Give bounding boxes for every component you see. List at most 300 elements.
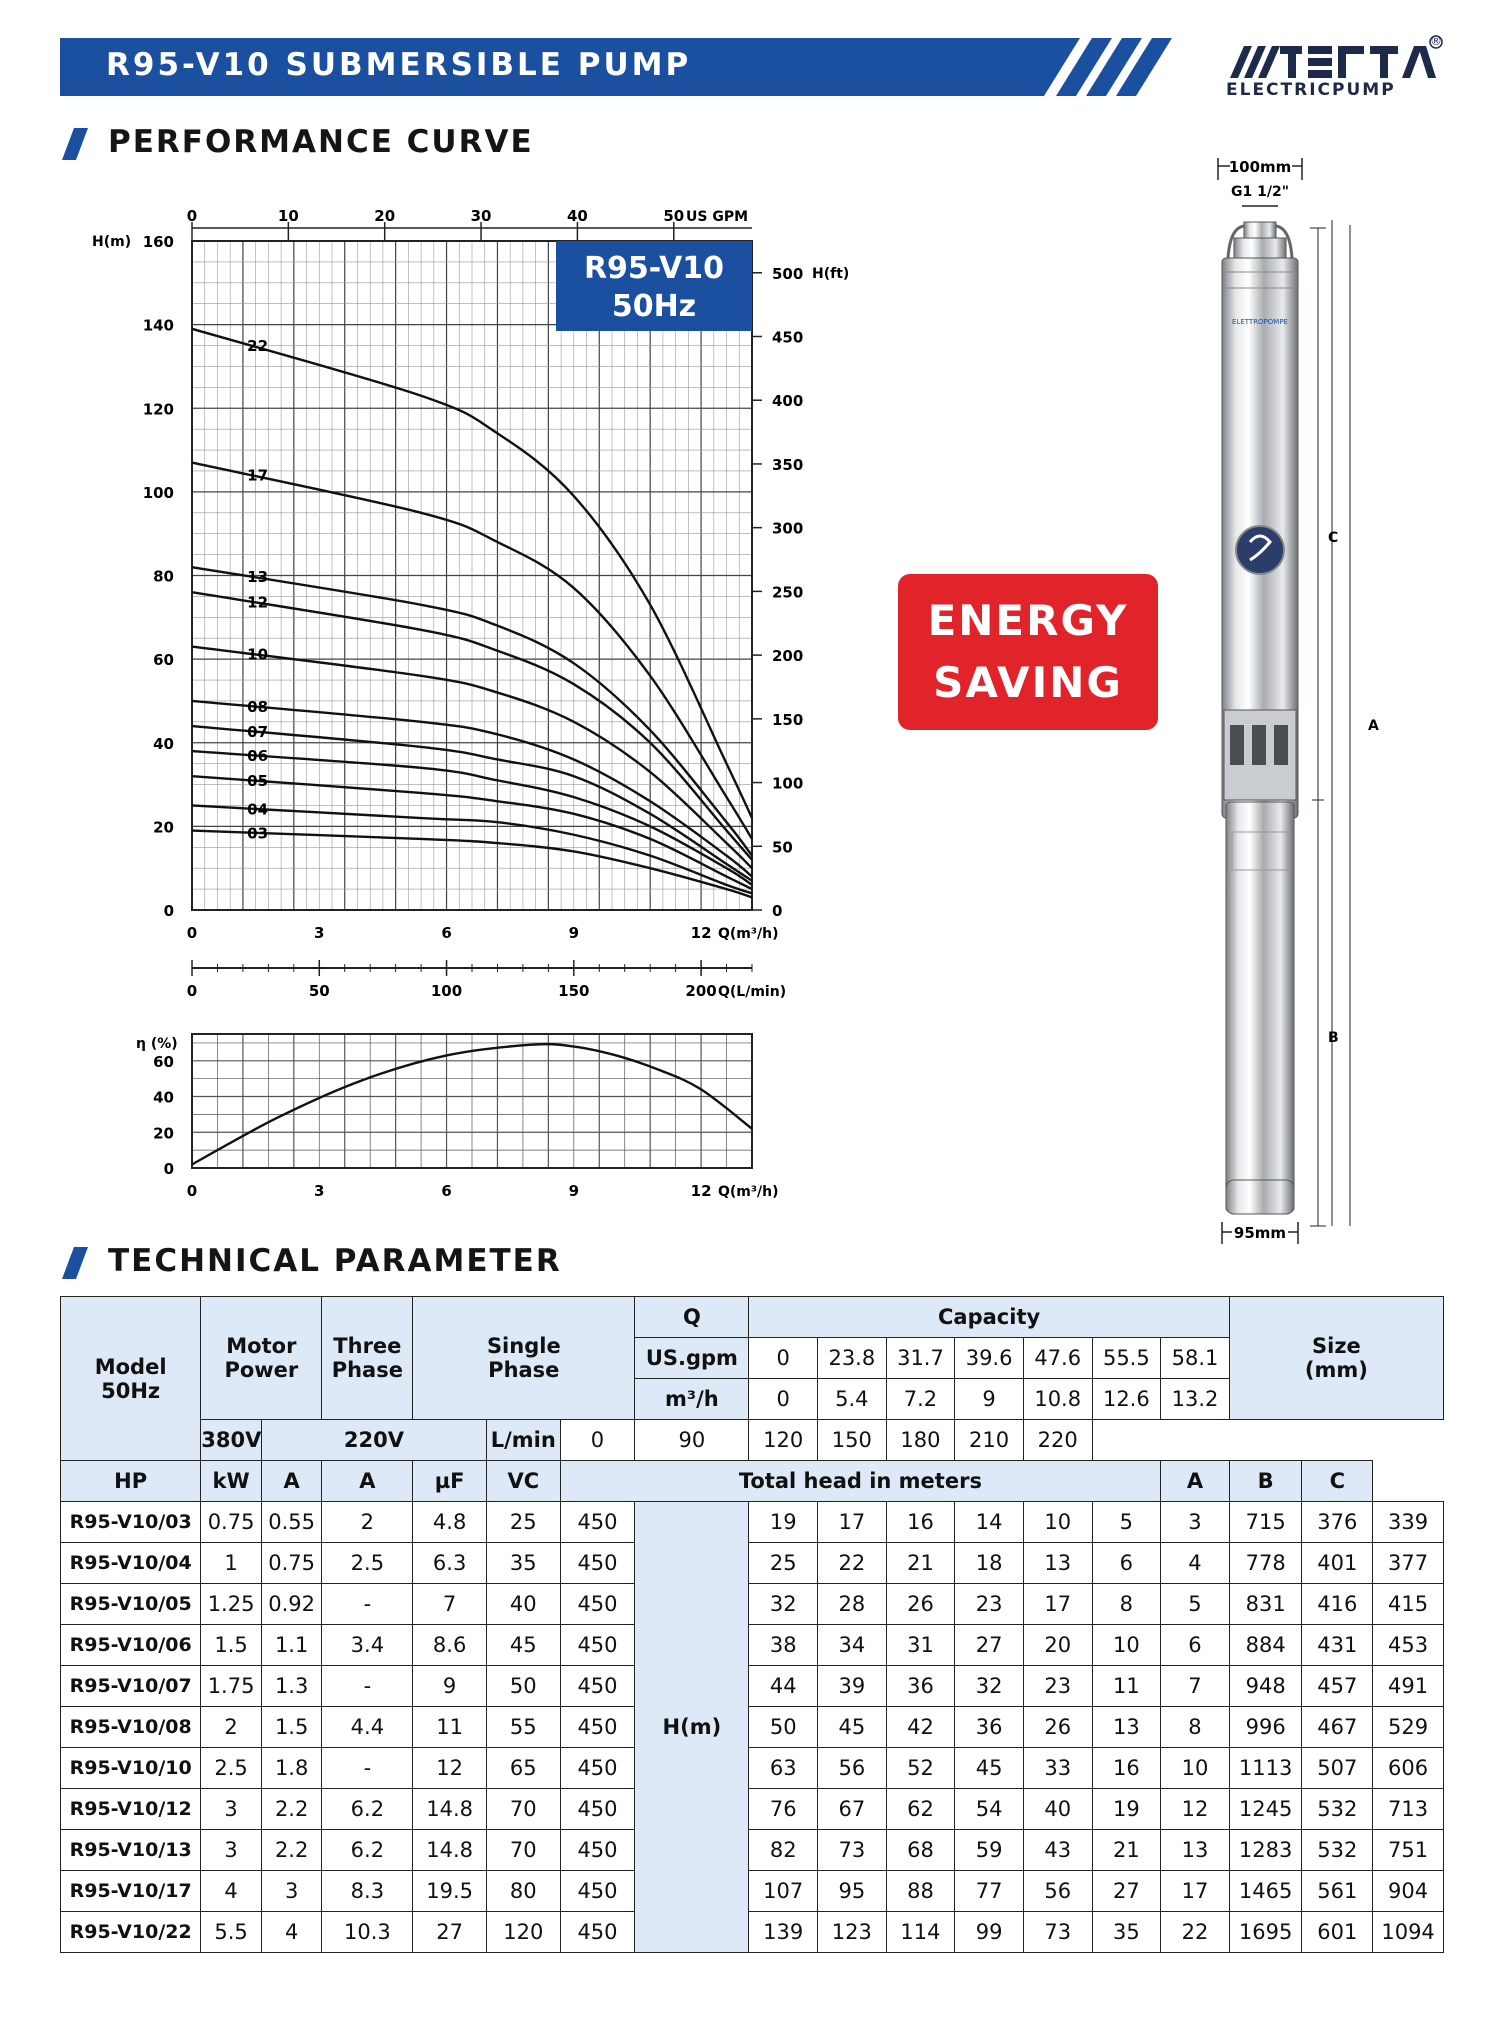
single-phase-header: Single Phase	[413, 1297, 635, 1420]
energy-saving-line1: ENERGY	[927, 596, 1129, 645]
head-cell: 26	[886, 1584, 955, 1625]
head-cell: 95	[818, 1871, 887, 1912]
ft-axis-label: H(ft)	[812, 266, 850, 282]
curve-label-17: 17	[247, 466, 269, 485]
head-cell: 36	[955, 1707, 1024, 1748]
head-cell: 62	[886, 1789, 955, 1830]
size-b-cell: 467	[1302, 1707, 1373, 1748]
lmin-tick-label: 0	[186, 982, 198, 1000]
kw-cell: 1.5	[261, 1707, 322, 1748]
eff-q-tick-label: 6	[441, 1182, 452, 1200]
capacitor-cell: 40	[486, 1584, 560, 1625]
head-cell: 45	[818, 1707, 887, 1748]
ft-tick-label: 0	[772, 902, 783, 920]
lmin-tick-label: 50	[308, 982, 330, 1000]
hp-cell: 1.25	[201, 1584, 262, 1625]
q-header: Q	[635, 1297, 749, 1338]
energy-saving-line2: SAVING	[933, 658, 1123, 707]
size-c-header: C	[1302, 1461, 1373, 1502]
head-cell: 5	[1092, 1502, 1161, 1543]
head-tick-label: 80	[153, 567, 174, 586]
single-phase-amp-cell: 19.5	[413, 1871, 487, 1912]
table-row	[61, 1871, 1444, 1912]
capacitor-cell: 65	[486, 1748, 560, 1789]
size-a-cell: 996	[1229, 1707, 1302, 1748]
size-b-cell: 507	[1302, 1748, 1373, 1789]
ft-tick-label: 300	[772, 519, 804, 538]
hp-cell: 4	[201, 1871, 262, 1912]
head-cell: 43	[1023, 1830, 1092, 1871]
lmin-cell: 220	[1023, 1420, 1092, 1461]
three-phase-amp-cell: 10.3	[322, 1912, 413, 1953]
capacitor-header: µF	[413, 1461, 487, 1502]
m3h-cell: 5.4	[818, 1379, 887, 1420]
size-c-cell: 904	[1373, 1871, 1444, 1912]
q-tick-label: 6	[441, 924, 452, 942]
table-row	[61, 1707, 1444, 1748]
head-cell: 12	[1161, 1789, 1230, 1830]
capacitor-cell: 50	[486, 1666, 560, 1707]
hp-cell: 2	[201, 1707, 262, 1748]
usgpm-cell: 23.8	[818, 1338, 887, 1379]
lmin-cell: 180	[886, 1420, 955, 1461]
capacity-header: Capacity	[749, 1297, 1229, 1338]
head-tick-label: 0	[163, 902, 174, 920]
gpm-tick-label: 10	[277, 207, 299, 225]
thread-label: G1 1/2"	[1231, 184, 1289, 200]
head-cell: 33	[1023, 1748, 1092, 1789]
model-cell: R95-V10/04	[61, 1543, 201, 1584]
three-phase-amp-cell: 6.2	[322, 1789, 413, 1830]
motor-power-header: Motor Power	[201, 1297, 322, 1420]
size-b-cell: 457	[1302, 1666, 1373, 1707]
size-a-cell: 884	[1229, 1625, 1302, 1666]
head-cell: 73	[818, 1830, 887, 1871]
head-cell: 63	[749, 1748, 818, 1789]
head-cell: 16	[1092, 1748, 1161, 1789]
size-b-cell: 431	[1302, 1625, 1373, 1666]
m3h-cell: 12.6	[1092, 1379, 1161, 1420]
m3h-cell: 0	[749, 1379, 818, 1420]
hp-cell: 3	[201, 1789, 262, 1830]
head-tick-label: 140	[142, 316, 174, 335]
curve-label-07: 07	[247, 723, 269, 742]
kw-cell: 1.3	[261, 1666, 322, 1707]
head-cell: 28	[818, 1584, 887, 1625]
hp-cell: 3	[201, 1830, 262, 1871]
table-row	[61, 1543, 1444, 1584]
vc-cell: 450	[560, 1912, 635, 1953]
size-a-cell: 778	[1229, 1543, 1302, 1584]
lmin-cell: 0	[560, 1420, 635, 1461]
hp-cell: 1.5	[201, 1625, 262, 1666]
head-cell: 27	[955, 1625, 1024, 1666]
gpm-tick-label: 50	[663, 207, 685, 225]
eff-axis-label: η (%)	[136, 1036, 178, 1052]
q-tick-label: 0	[186, 924, 198, 942]
head-cell: 76	[749, 1789, 818, 1830]
three-phase-amp-cell: 6.2	[322, 1830, 413, 1871]
head-cell: 52	[886, 1748, 955, 1789]
head-cell: 54	[955, 1789, 1024, 1830]
three-phase-amp-cell: 2.5	[322, 1543, 413, 1584]
head-cell: 32	[749, 1584, 818, 1625]
head-cell: 32	[955, 1666, 1024, 1707]
head-cell: 31	[886, 1625, 955, 1666]
head-cell: 8	[1092, 1584, 1161, 1625]
head-cell: 42	[886, 1707, 955, 1748]
model-cell: R95-V10/17	[61, 1871, 201, 1912]
q-axis-label: Q(m³/h)	[718, 926, 779, 942]
volt-220-header: 220V	[261, 1420, 486, 1461]
head-cell: 35	[1092, 1912, 1161, 1953]
head-tick-label: 60	[153, 651, 174, 670]
vc-cell: 450	[560, 1871, 635, 1912]
size-a-cell: 1245	[1229, 1789, 1302, 1830]
three-phase-header: Three Phase	[322, 1297, 413, 1420]
size-a-cell: 715	[1229, 1502, 1302, 1543]
size-c-cell: 339	[1373, 1502, 1444, 1543]
model-header: Model 50Hz	[61, 1297, 201, 1461]
single-phase-amp-cell: 8.6	[413, 1625, 487, 1666]
pump-illustration	[1200, 150, 1380, 1260]
chart-title-line1: R95-V10	[583, 251, 725, 286]
vc-cell: 450	[560, 1584, 635, 1625]
model-cell: R95-V10/10	[61, 1748, 201, 1789]
head-cell: 11	[1092, 1666, 1161, 1707]
model-cell: R95-V10/22	[61, 1912, 201, 1953]
page-title: R95-V10 SUBMERSIBLE PUMP	[106, 47, 692, 83]
size-a-cell: 1695	[1229, 1912, 1302, 1953]
head-cell: 36	[886, 1666, 955, 1707]
head-cell: 13	[1092, 1707, 1161, 1748]
table-row	[61, 1625, 1444, 1666]
head-cell: 107	[749, 1871, 818, 1912]
single-phase-amp-cell: 14.8	[413, 1789, 487, 1830]
head-cell: 99	[955, 1912, 1024, 1953]
head-cell: 6	[1092, 1543, 1161, 1584]
model-cell: R95-V10/13	[61, 1830, 201, 1871]
hp-cell: 2.5	[201, 1748, 262, 1789]
head-cell: 50	[749, 1707, 818, 1748]
three-phase-amp-cell: -	[322, 1666, 413, 1707]
head-cell: 16	[886, 1502, 955, 1543]
kw-cell: 4	[261, 1912, 322, 1953]
ft-tick-label: 100	[772, 774, 804, 793]
gpm-tick-label: 20	[374, 207, 396, 225]
curve-label-12: 12	[247, 593, 269, 612]
lmin-tick-label: 200	[685, 982, 717, 1000]
head-cell: 123	[818, 1912, 887, 1953]
head-cell: 77	[955, 1871, 1024, 1912]
head-cell: 17	[1161, 1871, 1230, 1912]
table-row	[61, 1748, 1444, 1789]
table-row	[61, 1830, 1444, 1871]
performance-curve-heading: PERFORMANCE CURVE	[108, 124, 534, 160]
hp-cell: 1	[201, 1543, 262, 1584]
size-b-cell: 401	[1302, 1543, 1373, 1584]
vc-cell: 450	[560, 1789, 635, 1830]
head-cell: 4	[1161, 1543, 1230, 1584]
head-cell: 10	[1092, 1625, 1161, 1666]
head-cell: 13	[1161, 1830, 1230, 1871]
lmin-cell: 120	[749, 1420, 818, 1461]
gpm-axis-label: US GPM	[686, 209, 749, 225]
single-phase-amp-cell: 12	[413, 1748, 487, 1789]
head-cell: 23	[955, 1584, 1024, 1625]
three-phase-amp-cell: 2	[322, 1502, 413, 1543]
head-cell: 8	[1161, 1707, 1230, 1748]
curve-label-22: 22	[247, 336, 269, 355]
curve-label-06: 06	[247, 747, 269, 766]
single-phase-amp-cell: 4.8	[413, 1502, 487, 1543]
vc-cell: 450	[560, 1502, 635, 1543]
eff-tick-label: 0	[163, 1160, 174, 1178]
size-c-cell: 377	[1373, 1543, 1444, 1584]
section-slash-icon	[62, 1247, 88, 1279]
head-tick-label: 100	[142, 483, 174, 502]
single-phase-amp-cell: 6.3	[413, 1543, 487, 1584]
single-phase-amp-cell: 14.8	[413, 1830, 487, 1871]
head-cell: 67	[818, 1789, 887, 1830]
vc-cell: 450	[560, 1625, 635, 1666]
kw-cell: 0.55	[261, 1502, 322, 1543]
size-c-cell: 415	[1373, 1584, 1444, 1625]
m3h-cell: 10.8	[1023, 1379, 1092, 1420]
capacitor-cell: 80	[486, 1871, 560, 1912]
capacitor-cell: 70	[486, 1830, 560, 1871]
head-cell: 3	[1161, 1502, 1230, 1543]
model-cell: R95-V10/06	[61, 1625, 201, 1666]
usgpm-cell: 55.5	[1092, 1338, 1161, 1379]
head-cell: 19	[749, 1502, 818, 1543]
size-b-cell: 561	[1302, 1871, 1373, 1912]
size-b-cell: 532	[1302, 1830, 1373, 1871]
ft-tick-label: 50	[772, 838, 793, 857]
m3h-header: m³/h	[635, 1379, 749, 1420]
head-cell: 17	[818, 1502, 887, 1543]
lmin-axis-label: Q(L/min)	[718, 984, 787, 1000]
q-tick-label: 3	[314, 924, 325, 942]
dim-b-label: B	[1328, 1030, 1339, 1046]
single-phase-amp-cell: 9	[413, 1666, 487, 1707]
head-cell: 34	[818, 1625, 887, 1666]
usgpm-cell: 58.1	[1161, 1338, 1230, 1379]
lmin-tick-label: 100	[430, 982, 463, 1000]
gpm-tick-label: 40	[566, 207, 588, 225]
model-cell: R95-V10/12	[61, 1789, 201, 1830]
curve-label-08: 08	[247, 697, 269, 716]
vc-cell: 450	[560, 1748, 635, 1789]
kw-cell: 0.92	[261, 1584, 322, 1625]
table-row	[61, 1584, 1444, 1625]
bottom-width-label: 95mm	[1233, 1224, 1287, 1242]
head-tick-label: 40	[153, 734, 174, 753]
hp-header: HP	[61, 1461, 201, 1502]
three-phase-amp-cell: -	[322, 1584, 413, 1625]
registered-mark: ®	[1430, 34, 1442, 48]
size-b-cell: 532	[1302, 1789, 1373, 1830]
head-tick-label: 120	[142, 400, 174, 419]
eff-q-axis-label: Q(m³/h)	[718, 1184, 779, 1200]
hp-cell: 1.75	[201, 1666, 262, 1707]
table-row	[61, 1502, 1444, 1543]
size-c-cell: 529	[1373, 1707, 1444, 1748]
kw-header: kW	[201, 1461, 262, 1502]
volt-380-header: 380V	[201, 1420, 262, 1461]
usgpm-header: US.gpm	[635, 1338, 749, 1379]
curve-label-05: 05	[247, 772, 269, 791]
curve-label-13: 13	[247, 568, 269, 587]
capacitor-cell: 45	[486, 1625, 560, 1666]
head-cell: 26	[1023, 1707, 1092, 1748]
usgpm-cell: 47.6	[1023, 1338, 1092, 1379]
pump-emblem-icon	[1236, 526, 1284, 574]
usgpm-cell: 0	[749, 1338, 818, 1379]
head-cell: 18	[955, 1543, 1024, 1584]
size-a-cell: 1283	[1229, 1830, 1302, 1871]
usgpm-cell: 31.7	[886, 1338, 955, 1379]
gpm-tick-label: 30	[470, 207, 492, 225]
capacitor-cell: 120	[486, 1912, 560, 1953]
single-phase-amp-cell: 7	[413, 1584, 487, 1625]
head-cell: 88	[886, 1871, 955, 1912]
ft-tick-label: 350	[772, 455, 804, 474]
size-a-cell: 1465	[1229, 1871, 1302, 1912]
three-phase-amp-header: A	[261, 1461, 322, 1502]
vc-cell: 450	[560, 1830, 635, 1871]
size-c-cell: 1094	[1373, 1912, 1444, 1953]
head-cell: 25	[749, 1543, 818, 1584]
size-b-cell: 601	[1302, 1912, 1373, 1953]
head-cell: 21	[886, 1543, 955, 1584]
lmin-cell: 150	[818, 1420, 887, 1461]
pump-body-label: ELETTROPOMPE	[1232, 318, 1288, 326]
head-cell: 139	[749, 1912, 818, 1953]
lmin-cell: 210	[955, 1420, 1024, 1461]
head-cell: 22	[1161, 1912, 1230, 1953]
vc-cell: 450	[560, 1666, 635, 1707]
head-cell: 20	[1023, 1625, 1092, 1666]
size-a-cell: 948	[1229, 1666, 1302, 1707]
size-b-header: B	[1229, 1461, 1302, 1502]
head-cell: 114	[886, 1912, 955, 1953]
lmin-header: L/min	[486, 1420, 560, 1461]
head-cell: 27	[1092, 1871, 1161, 1912]
lmin-cell: 90	[635, 1420, 749, 1461]
head-cell: 6	[1161, 1625, 1230, 1666]
lmin-tick-label: 150	[558, 982, 590, 1000]
head-axis-label: H(m)	[92, 234, 132, 250]
eff-q-tick-label: 9	[568, 1182, 580, 1200]
head-tick-label: 20	[153, 818, 174, 837]
size-c-cell: 713	[1373, 1789, 1444, 1830]
vc-cell: 450	[560, 1707, 635, 1748]
technical-parameter-heading: TECHNICAL PARAMETER	[108, 1243, 562, 1279]
kw-cell: 1.8	[261, 1748, 322, 1789]
head-cell: 5	[1161, 1584, 1230, 1625]
performance-chart	[0, 0, 850, 1220]
head-cell: 68	[886, 1830, 955, 1871]
size-c-cell: 453	[1373, 1625, 1444, 1666]
capacitor-cell: 55	[486, 1707, 560, 1748]
kw-cell: 2.2	[261, 1789, 322, 1830]
eff-q-tick-label: 3	[314, 1182, 325, 1200]
head-cell: 22	[818, 1543, 887, 1584]
gpm-tick-label: 0	[186, 207, 198, 225]
head-cell: 10	[1023, 1502, 1092, 1543]
vc-header: VC	[486, 1461, 560, 1502]
three-phase-amp-cell: 8.3	[322, 1871, 413, 1912]
q-tick-label: 12	[690, 924, 712, 942]
three-phase-amp-cell: -	[322, 1748, 413, 1789]
single-phase-amp-header: A	[322, 1461, 413, 1502]
head-cell: 10	[1161, 1748, 1230, 1789]
dim-c-label: C	[1328, 530, 1339, 546]
kw-cell: 1.1	[261, 1625, 322, 1666]
capacitor-cell: 35	[486, 1543, 560, 1584]
eff-q-tick-label: 0	[186, 1182, 198, 1200]
m3h-cell: 7.2	[886, 1379, 955, 1420]
capacitor-cell: 25	[486, 1502, 560, 1543]
head-cell: 45	[955, 1748, 1024, 1789]
ft-tick-label: 450	[772, 328, 804, 347]
vc-cell: 450	[560, 1543, 635, 1584]
head-tick-label: 160	[142, 233, 174, 251]
model-cell: R95-V10/08	[61, 1707, 201, 1748]
ft-tick-label: 200	[772, 647, 804, 666]
head-cell: 38	[749, 1625, 818, 1666]
model-cell: R95-V10/03	[61, 1502, 201, 1543]
eff-tick-label: 40	[153, 1088, 174, 1107]
technical-parameter-table	[60, 1296, 1444, 1953]
single-phase-amp-cell: 27	[413, 1912, 487, 1953]
eff-tick-label: 20	[153, 1124, 174, 1143]
size-a-cell: 831	[1229, 1584, 1302, 1625]
head-cell: 73	[1023, 1912, 1092, 1953]
head-cell: 59	[955, 1830, 1024, 1871]
size-c-cell: 751	[1373, 1830, 1444, 1871]
single-phase-amp-cell: 11	[413, 1707, 487, 1748]
q-tick-label: 9	[568, 924, 580, 942]
brand-subtitle: ELECTRICPUMP	[1226, 80, 1396, 100]
table-row	[61, 1666, 1444, 1707]
head-cell: 19	[1092, 1789, 1161, 1830]
m3h-cell: 9	[955, 1379, 1024, 1420]
model-cell: R95-V10/07	[61, 1666, 201, 1707]
kw-cell: 3	[261, 1871, 322, 1912]
eff-tick-label: 60	[153, 1052, 174, 1071]
size-c-cell: 606	[1373, 1748, 1444, 1789]
head-cell: 14	[955, 1502, 1024, 1543]
size-a-cell: 1113	[1229, 1748, 1302, 1789]
head-cell: 7	[1161, 1666, 1230, 1707]
eff-q-tick-label: 12	[690, 1182, 712, 1200]
head-cell: 39	[818, 1666, 887, 1707]
head-cell: 56	[818, 1748, 887, 1789]
size-a-header: A	[1161, 1461, 1230, 1502]
three-phase-amp-cell: 3.4	[322, 1625, 413, 1666]
total-head-header: Total head in meters	[560, 1461, 1161, 1502]
kw-cell: 2.2	[261, 1830, 322, 1871]
head-cell: 44	[749, 1666, 818, 1707]
m3h-cell: 13.2	[1161, 1379, 1230, 1420]
head-cell: 40	[1023, 1789, 1092, 1830]
head-cell: 23	[1023, 1666, 1092, 1707]
curve-label-04: 04	[247, 800, 269, 819]
top-width-label: 100mm	[1228, 158, 1292, 176]
hm-label: H(m)	[635, 1502, 749, 1953]
